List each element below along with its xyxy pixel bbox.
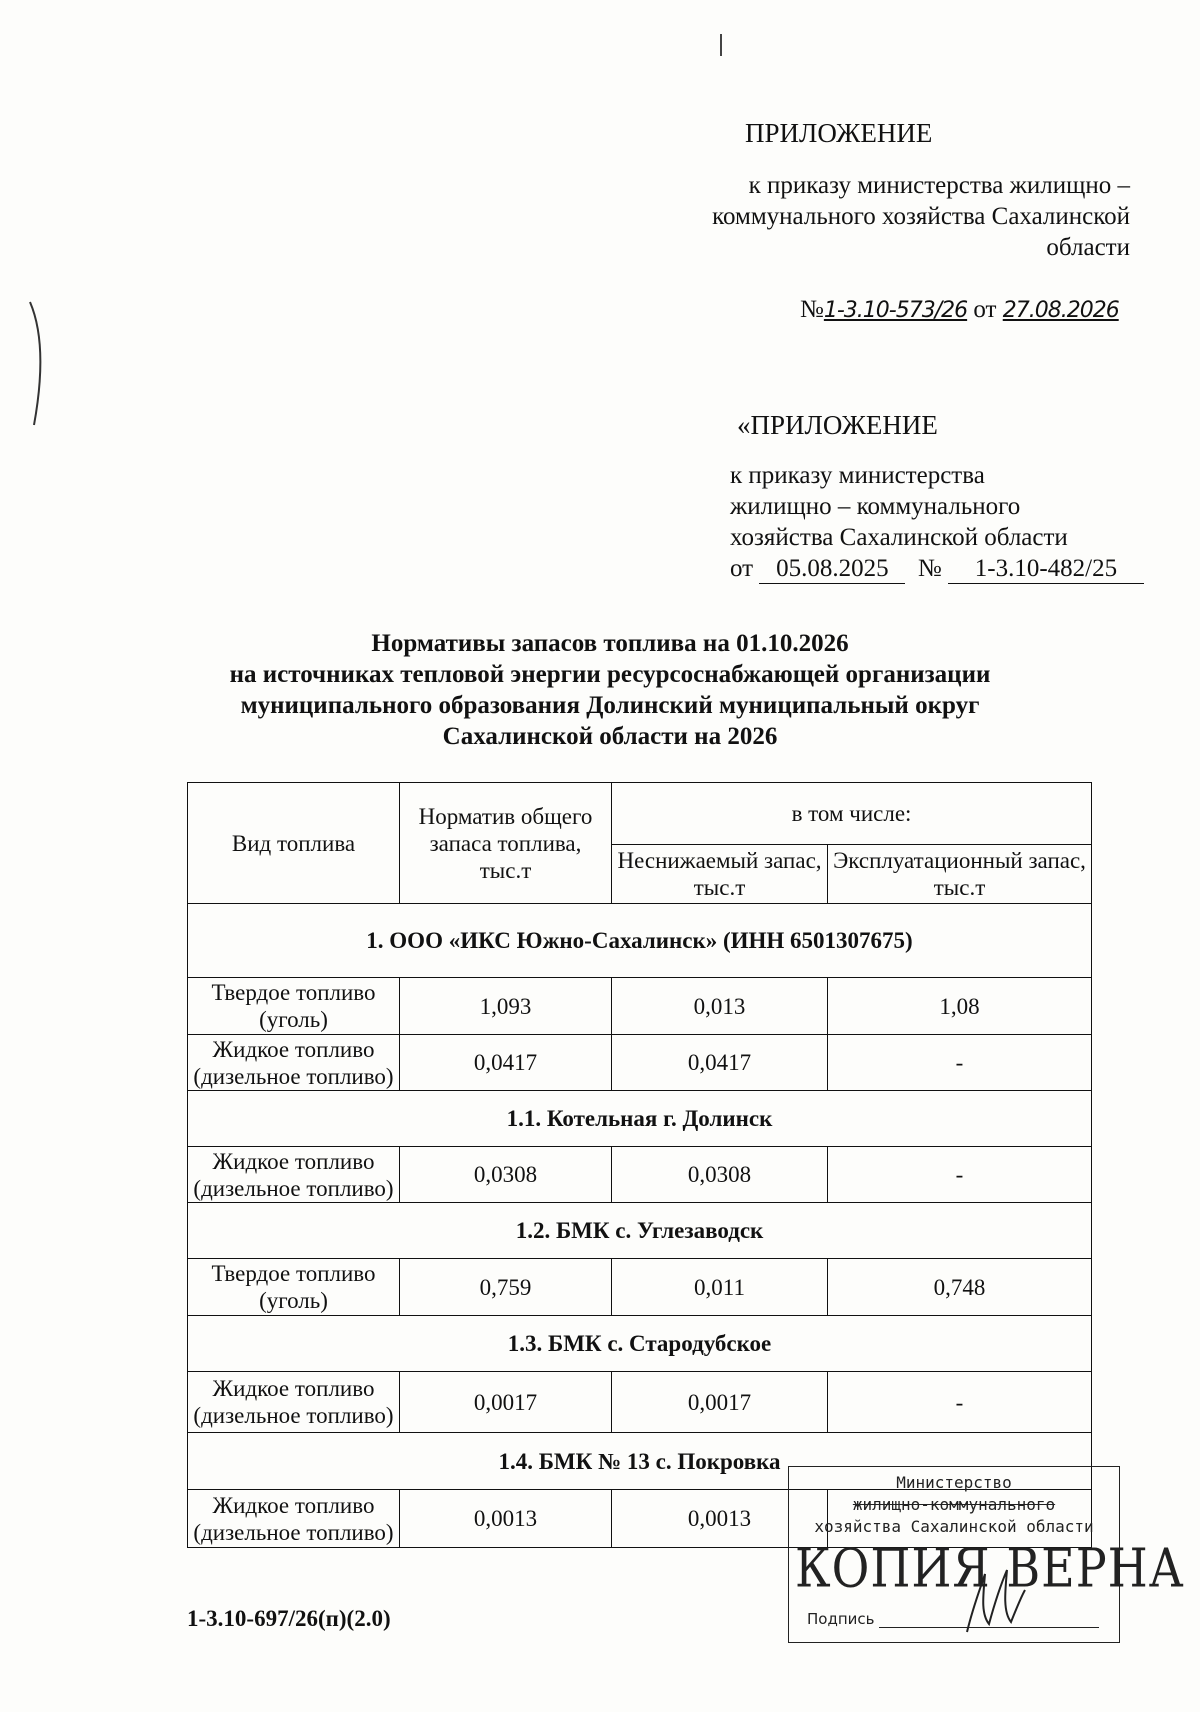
table-row bbox=[188, 1372, 1092, 1433]
original-reference-line: к приказу министерства bbox=[730, 462, 985, 489]
fuel-type-cell: Жидкое топливо (дизельное топливо) bbox=[188, 1035, 400, 1091]
operational-reserve-cell: - bbox=[828, 1372, 1092, 1433]
section-row bbox=[188, 1091, 1092, 1147]
table-body bbox=[188, 904, 1092, 1548]
fuel-type-cell: Жидкое топливо (дизельное топливо) bbox=[188, 1372, 400, 1433]
section-row bbox=[188, 1203, 1092, 1259]
irreducible-reserve-cell: 0,0308 bbox=[612, 1147, 828, 1203]
scan-margin-mark bbox=[28, 300, 48, 430]
header-total-reserve: Норматив общего запаса топлива, тыс.т bbox=[400, 783, 612, 904]
total-reserve-cell: 0,0013 bbox=[400, 1490, 612, 1548]
irreducible-reserve-cell: 0,0417 bbox=[612, 1035, 828, 1091]
operational-reserve-cell: 1,08 bbox=[828, 978, 1092, 1035]
table-row bbox=[188, 1035, 1092, 1091]
total-reserve-cell: 0,759 bbox=[400, 1259, 612, 1316]
irreducible-reserve-cell: 0,0013 bbox=[612, 1490, 828, 1548]
appendix-reference-line: к приказу министерства жилищно – bbox=[748, 172, 1130, 199]
handwritten-order-date: 27.08.2026 bbox=[1002, 298, 1119, 323]
section-row bbox=[188, 904, 1092, 978]
irreducible-reserve-cell: 0,0017 bbox=[612, 1372, 828, 1433]
original-order-number: 1-3.10-482/25 bbox=[948, 555, 1144, 584]
title-line: на источниках тепловой энергии ресурсоснабжающей организации bbox=[229, 661, 991, 688]
total-reserve-cell: 0,0308 bbox=[400, 1147, 612, 1203]
original-appendix-reference bbox=[730, 460, 1150, 553]
appendix-reference-line: коммунального хозяйства Сахалинской bbox=[712, 203, 1130, 230]
fuel-type-cell: Твердое топливо (уголь) bbox=[188, 978, 400, 1035]
total-reserve-cell: 1,093 bbox=[400, 978, 612, 1035]
stamp-line: Министерство bbox=[896, 1473, 1012, 1492]
date-prefix: от bbox=[730, 555, 754, 582]
order-number-date bbox=[800, 296, 1119, 324]
table-row bbox=[188, 978, 1092, 1035]
table-header-row bbox=[188, 783, 1092, 845]
operational-reserve-cell: - bbox=[828, 1147, 1092, 1203]
total-reserve-cell: 0,0017 bbox=[400, 1372, 612, 1433]
irreducible-reserve-cell: 0,011 bbox=[612, 1259, 828, 1316]
title-line: муниципального образования Долинский муниципальный округ bbox=[240, 692, 980, 719]
signature-label: Подпись bbox=[807, 1610, 875, 1628]
certified-copy-stamp bbox=[788, 1466, 1185, 1643]
header-irreducible-reserve: Неснижаемый запас, тыс.т bbox=[612, 845, 828, 904]
original-order-date-number bbox=[730, 555, 1144, 584]
section-title: 1.3. БМК с. Стародубское bbox=[188, 1316, 1092, 1372]
appendix-reference bbox=[600, 170, 1130, 263]
appendix-title: ПРИЛОЖЕНИЕ bbox=[745, 118, 933, 148]
handwritten-order-number: 1-3.10-573/26 bbox=[823, 298, 968, 323]
operational-reserve-cell: 0,748 bbox=[828, 1259, 1092, 1316]
section-title: 1.2. БМК с. Углезаводск bbox=[188, 1203, 1092, 1259]
fuel-type-cell: Твердое топливо (уголь) bbox=[188, 1259, 400, 1316]
original-appendix-title: «ПРИЛОЖЕНИЕ bbox=[737, 410, 938, 440]
table-row bbox=[188, 1259, 1092, 1316]
scan-artifact bbox=[720, 34, 722, 56]
number-prefix: № bbox=[917, 555, 942, 582]
header-including: в том числе: bbox=[612, 783, 1092, 845]
document-code: 1-3.10-697/26(п)(2.0) bbox=[187, 1606, 391, 1631]
title-line: Нормативы запасов топлива на 01.10.2026 bbox=[371, 630, 849, 657]
section-row bbox=[188, 1316, 1092, 1372]
fuel-reserves-table bbox=[187, 782, 1092, 1548]
table-row bbox=[188, 1147, 1092, 1203]
date-prefix: от bbox=[973, 296, 997, 323]
section-title: 1.4. БМК № 13 с. Покровка bbox=[188, 1433, 1092, 1490]
header-fuel-type: Вид топлива bbox=[188, 783, 400, 904]
document-title bbox=[180, 628, 1040, 752]
fuel-type-cell: Жидкое топливо (дизельное топливо) bbox=[188, 1147, 400, 1203]
stamp-certified-copy: КОПИЯ ВЕРНА bbox=[795, 1536, 1185, 1600]
section-title: 1.1. Котельная г. Долинск bbox=[188, 1091, 1092, 1147]
operational-reserve-cell: - bbox=[828, 1035, 1092, 1091]
title-line: Сахалинской области на 2026 bbox=[442, 723, 778, 750]
stamp-line: жилищно-коммунального bbox=[852, 1495, 1056, 1514]
section-title: 1. ООО «ИКС Южно-Сахалинск» (ИНН 6501307675) bbox=[188, 904, 1092, 978]
appendix-reference-line: области bbox=[1046, 234, 1130, 261]
total-reserve-cell: 0,0417 bbox=[400, 1035, 612, 1091]
number-prefix: № bbox=[800, 296, 824, 323]
original-order-date: 05.08.2025 bbox=[759, 555, 905, 584]
irreducible-reserve-cell: 0,013 bbox=[612, 978, 828, 1035]
stamp-line: хозяйства Сахалинской области bbox=[814, 1517, 1094, 1536]
fuel-type-cell: Жидкое топливо (дизельное топливо) bbox=[188, 1490, 400, 1548]
original-reference-line: жилищно – коммунального bbox=[730, 493, 1021, 520]
original-reference-line: хозяйства Сахалинской области bbox=[730, 524, 1068, 551]
header-operational-reserve: Эксплуатационный запас, тыс.т bbox=[828, 845, 1092, 904]
handwritten-signature bbox=[959, 1562, 1029, 1637]
